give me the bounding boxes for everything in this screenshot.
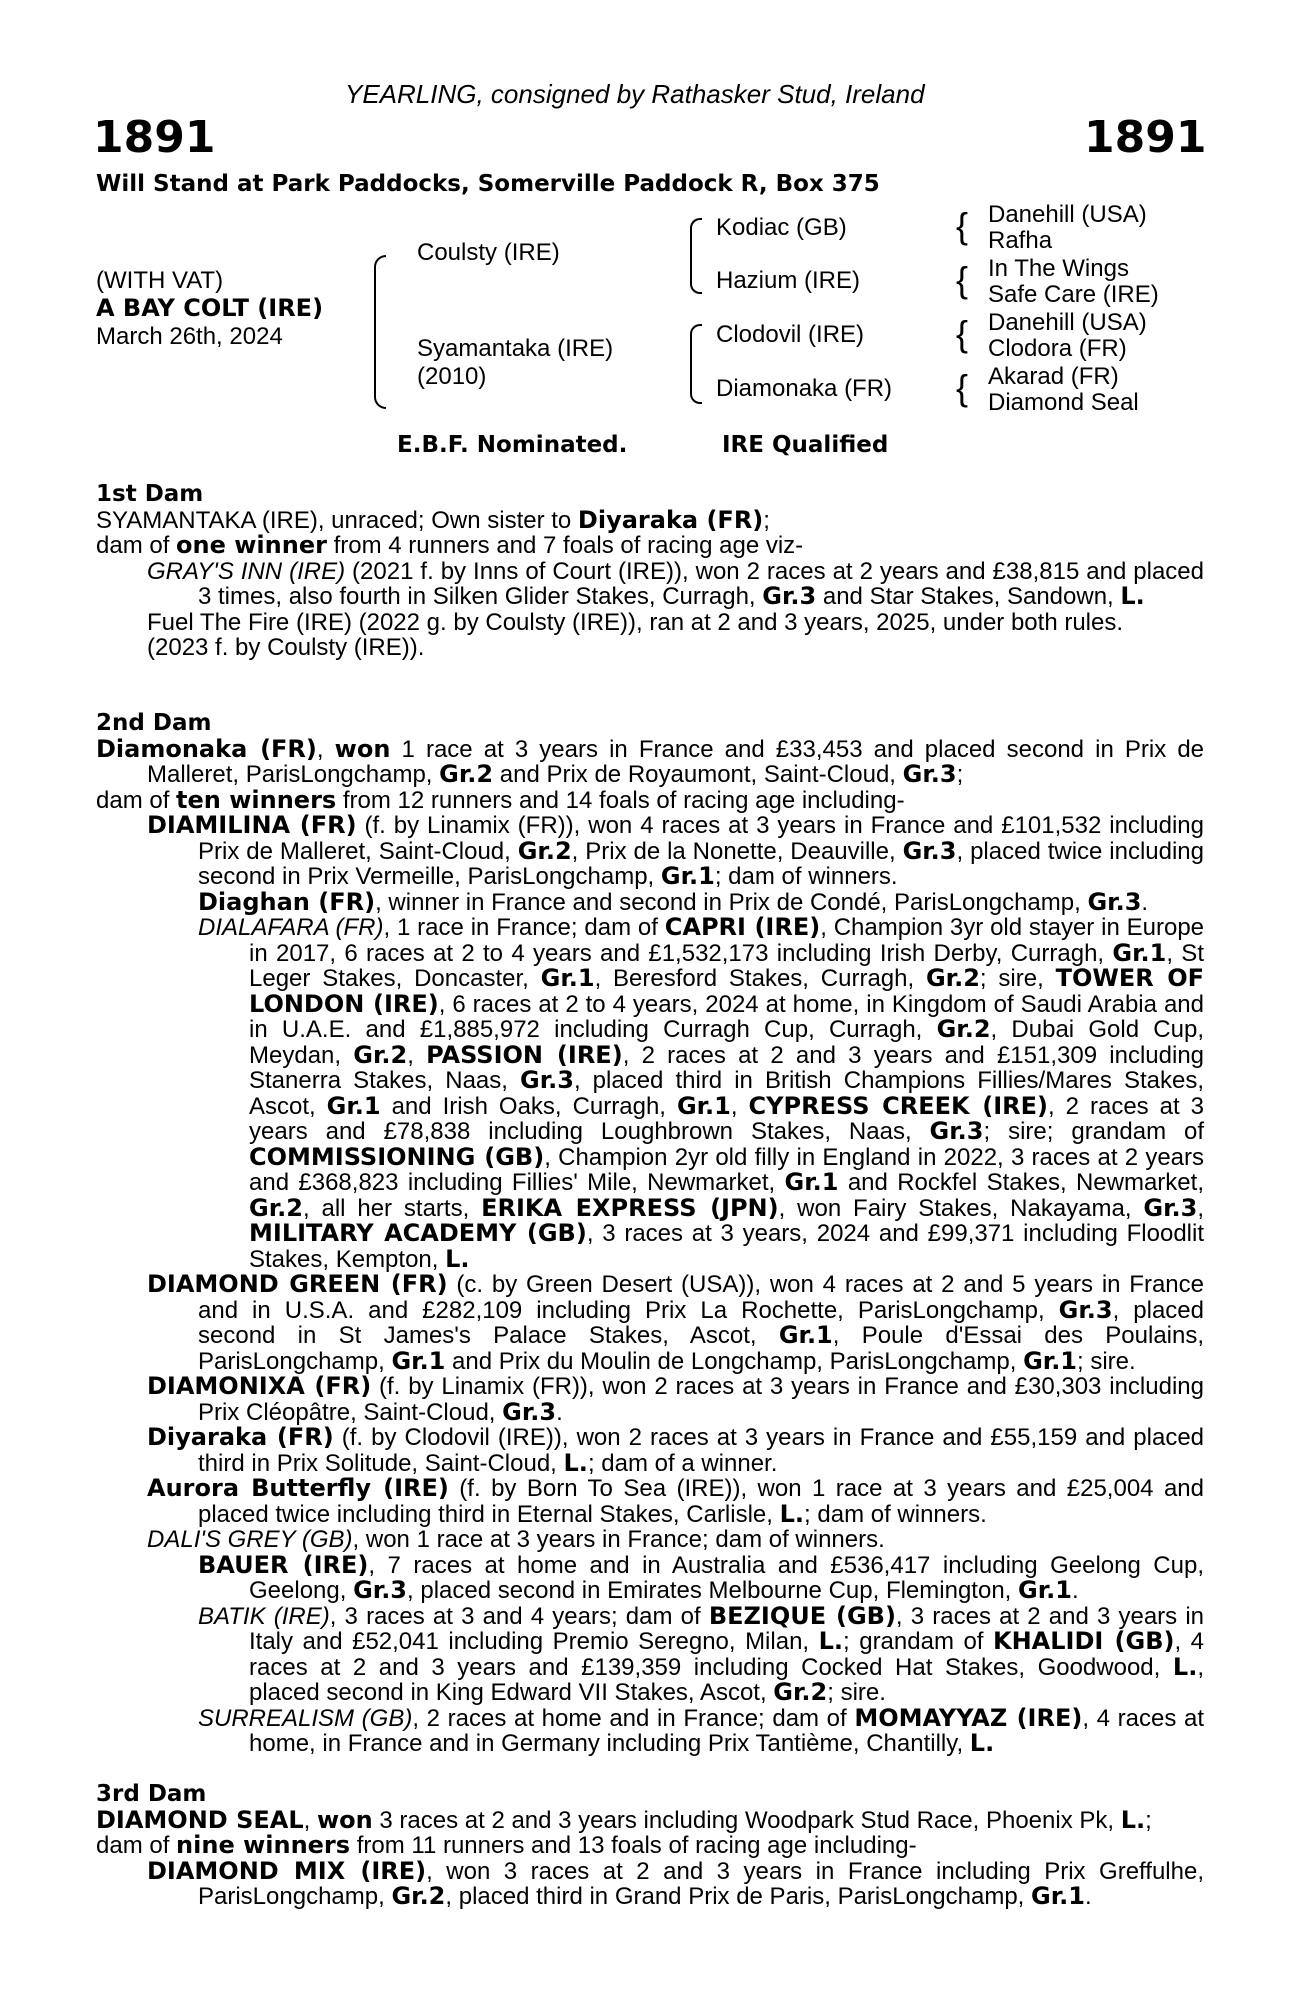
ss-dam: Rafha (988, 227, 1053, 254)
produce-entry: (2023 f. by Coulsty (IRE)). (147, 634, 425, 661)
produce-entry: DALI'S GREY (GB), won 1 race at 3 years in France; dam of winners. (147, 1526, 885, 1553)
third-dam-section (96, 1782, 1204, 1910)
first-dam-section (96, 482, 1204, 661)
lot-number-right: 1891 (1084, 112, 1207, 163)
brace-ss: { (956, 205, 969, 246)
brace-sire (690, 218, 702, 294)
dam-produce-summary: dam of nine winners from 11 runners and 13 foals of racing age including- (96, 1831, 917, 1859)
brace-main (374, 255, 386, 409)
brace-dd: { (956, 367, 969, 408)
sire-dam: Hazium (IRE) (716, 267, 861, 294)
produce-entry: Diyaraka (FR) (f. by Clodovil (IRE)), won 2 races at 3 years in France and £55,159 and placed third in Prix Solitude, Saint-Cloud, L.; dam of a winner. (147, 1423, 1205, 1477)
dam-line: Diamonaka (FR), won 1 race at 3 years in France and £33,453 and placed second in Prix de Malleret, ParisLongchamp, Gr.2 and Prix de Royaumont, Saint-Cloud, Gr.3; (96, 734, 1205, 788)
produce-entry: DIALAFARA (FR), 1 race in France; dam of CAPRI (IRE), Champion 3yr old stayer in Europe in 2017, 6 races at 2 to 4 years and £1,532,173 including Irish Derby, Curragh, Gr.1, St Leger Stakes, Doncaster, Gr.1, Beresford Stakes, Curragh, Gr.2; sire, TOWER OF LONDON (IRE), 6 races at 2 to 4 years, 2024 at home, in Kingdom of Saudi Arabia and in U.A.E. and £1,885,972 including Curragh Cup, Curragh, Gr.2, Dubai Gold Cup, Meydan, Gr.2, PASSION (IRE), 2 races at 2 and 3 years and £151,309 including Stanerra Stakes, Naas, Gr.3, placed third in British Champions Fillies/Mares Stakes, Ascot, Gr.1 and Irish Oaks, Curragh, Gr.1, CYPRESS CREEK (IRE), 2 races at 3 years and £78,838 including Loughbrown Stakes, Naas, Gr.3; sire; grandam of COMMISSIONING (GB), Champion 2yr old filly in England in 2022, 3 races at 2 years and £368,823 including Fillies' Mile, Newmarket, Gr.1 and Rockfel Stakes, Newmarket, Gr.2, all her starts, ERIKA EXPRESS (JPN), won Fairy Stakes, Nakayama, Gr.3, MILITARY ACADEMY (GB), 3 races at 3 years, 2024 and £99,371 including Floodlit Stakes, Kempton, L. (198, 913, 1205, 1273)
section-heading: 3rd Dam (96, 1781, 207, 1807)
consignment-line: YEARLING, consigned by Rathasker Stud, Ireland (345, 79, 925, 109)
ds-sire: Danehill (USA) (988, 309, 1147, 336)
section-heading: 1st Dam (96, 481, 204, 507)
dd-sire: Akarad (FR) (988, 363, 1119, 390)
produce-entry: Fuel The Fire (IRE) (2022 g. by Coulsty (IRE)), ran at 2 and 3 years, 2025, under both rules. (147, 608, 1124, 636)
horse-name: A BAY COLT (IRE) (96, 294, 324, 322)
produce-entry: BAUER (IRE), 7 races at home and in Australia and £536,417 including Geelong Cup, Geelong, Gr.3, placed second in Emirates Melbourne Cup, Flemington, Gr.1. (198, 1550, 1204, 1604)
dam-name: Syamantaka (IRE) (417, 335, 614, 362)
sd-dam: Safe Care (IRE) (988, 281, 1159, 308)
brace-ds: { (956, 313, 969, 354)
brace-dam (690, 324, 702, 404)
section-heading: 2nd Dam (96, 710, 212, 736)
produce-entry: DIAMOND GREEN (FR) (c. by Green Desert (USA)), won 4 races at 2 and 5 years in France and in U.S.A. and £282,109 including Prix La Rochette, ParisLongchamp, Gr.3, placed second in St James's Palace Stakes, Ascot, Gr.1, Poule d'Essai des Poulains, ParisLongchamp, Gr.1 and Prix du Moulin de Longchamp, ParisLongchamp, Gr.1; sire. (147, 1270, 1205, 1375)
second-dam-section (96, 711, 1204, 1757)
produce-entry: SURREALISM (GB), 2 races at home and in France; dam of MOMAYYAZ (IRE), 4 races at home, in France and in Germany including Prix Tantième, Chantilly, L. (198, 1703, 1204, 1757)
produce-entry: DIAMOND MIX (IRE), won 3 races at 2 and 3 years in France including Prix Greffulhe, ParisLongchamp, Gr.2, placed third in Grand Prix de Paris, ParisLongchamp, Gr.1. (147, 1856, 1204, 1910)
sd-sire: In The Wings (988, 255, 1129, 282)
produce-entry: DIAMONIXA (FR) (f. by Linamix (FR)), won 2 races at 3 years in France and £30,303 including Prix Cléopâtre, Saint-Cloud, Gr.3. (147, 1372, 1204, 1426)
horse-dob: March 26th, 2024 (96, 323, 283, 350)
dam-dam: Diamonaka (FR) (716, 375, 893, 402)
ds-dam: Clodora (FR) (988, 335, 1127, 362)
ebf-note: E.B.F. Nominated. (397, 432, 628, 458)
produce-entry: Diaghan (FR), winner in France and second in Prix de Condé, ParisLongchamp, Gr.3. (198, 887, 1149, 916)
dam-line: DIAMOND SEAL, won 3 races at 2 and 3 years including Woodpark Stud Race, Phoenix Pk, L.; (96, 1805, 1152, 1834)
lot-number-left: 1891 (93, 112, 216, 163)
ss-sire: Danehill (USA) (988, 201, 1147, 228)
vat-label: (WITH VAT) (96, 267, 224, 294)
produce-entry: GRAY'S INN (IRE) (2021 f. by Inns of Court (IRE)), won 2 races at 2 years and £38,815 and placed 3 times, also fourth in Silken Glider Stakes, Curragh, Gr.3 and Star Stakes, Sandown, L. (147, 557, 1204, 610)
stand-location: Will Stand at Park Paddocks, Somerville Paddock R, Box 375 (96, 171, 880, 197)
sire-name: Coulsty (IRE) (417, 239, 560, 266)
produce-entry: Aurora Butterfly (IRE) (f. by Born To Sea (IRE)), won 1 race at 3 years and £25,004 and placed twice including third in Eternal Stakes, Carlisle, L.; dam of winners. (147, 1474, 1204, 1528)
dam-sire: Clodovil (IRE) (716, 321, 865, 348)
dam-year: (2010) (417, 363, 487, 390)
dam-produce-summary: dam of one winner from 4 runners and 7 foals of racing age viz- (96, 531, 804, 559)
sire-sire: Kodiac (GB) (716, 214, 847, 241)
dd-dam: Diamond Seal (988, 389, 1139, 416)
dam-produce-summary: dam of ten winners from 12 runners and 14 foals of racing age including- (96, 785, 905, 814)
brace-sd: { (956, 259, 969, 300)
produce-entry: DIAMILINA (FR) (f. by Linamix (FR)), won 4 races at 3 years in France and £101,532 including Prix de Malleret, Saint-Cloud, Gr.2, Prix de la Nonette, Deauville, Gr.3, placed twice including second in Prix Vermeille, ParisLongchamp, Gr.1; dam of winners. (147, 811, 1205, 890)
dam-line: SYAMANTAKA (IRE), unraced; Own sister to Diyaraka (FR); (96, 505, 770, 534)
produce-entry: BATIK (IRE), 3 races at 3 and 4 years; dam of BEZIQUE (GB), 3 races at 2 and 3 years in Italy and £52,041 including Premio Seregno, Milan, L.; grandam of KHALIDI (GB), 4 races at 2 and 3 years and £139,359 including Cocked Hat Stakes, Goodwood, L., placed second in King Edward VII Stakes, Ascot, Gr.2; sire. (198, 1601, 1205, 1706)
ire-note: IRE Qualified (722, 432, 889, 458)
